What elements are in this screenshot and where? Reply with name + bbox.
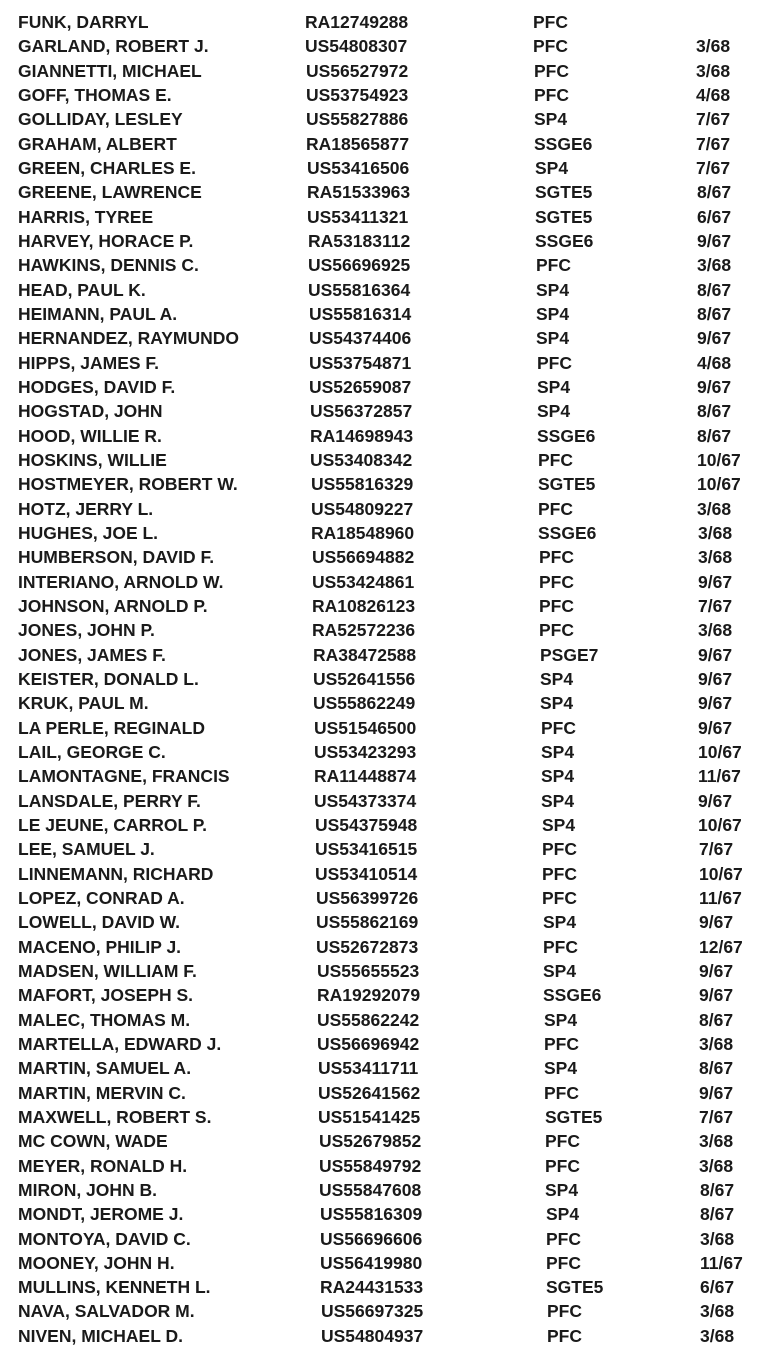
date: 3/68	[696, 36, 731, 57]
rank: SP4	[546, 1204, 580, 1225]
date: 3/68	[698, 547, 733, 568]
service-number: US54809227	[311, 498, 414, 519]
date: 12/67	[699, 936, 743, 957]
service-number: US55827886	[306, 109, 409, 130]
rank: PFC	[534, 84, 569, 105]
date: 9/67	[697, 376, 732, 397]
rank: PSGE7	[540, 644, 599, 665]
rank: SP4	[543, 912, 577, 933]
service-number: US54374406	[309, 328, 412, 349]
roster-row	[0, 107, 757, 131]
soldier-name: HEAD, PAUL K.	[18, 279, 146, 300]
soldier-name: HARVEY, HORACE P.	[18, 230, 194, 251]
soldier-name: MARTIN, SAMUEL A.	[18, 1058, 192, 1079]
service-number: RA18565877	[306, 133, 410, 154]
service-number: RA52572236	[312, 620, 416, 641]
service-number: US52641562	[318, 1082, 421, 1103]
date: 3/68	[698, 522, 733, 543]
rank: PFC	[533, 12, 568, 32]
rank: SP4	[542, 814, 576, 835]
date: 7/67	[696, 157, 731, 178]
soldier-name: MAXWELL, ROBERT S.	[18, 1106, 212, 1127]
rank: SGTE5	[538, 474, 596, 495]
roster-row	[0, 545, 757, 569]
soldier-name: HARRIS, TYREE	[18, 206, 154, 227]
soldier-name: MACENO, PHILIP J.	[18, 936, 182, 957]
service-number: RA12749288	[305, 12, 409, 32]
service-number: US54375948	[315, 814, 418, 835]
date: 8/67	[699, 1009, 734, 1030]
date: 9/67	[699, 912, 734, 933]
date: 10/67	[697, 449, 741, 470]
roster-row	[0, 59, 757, 83]
service-number: US55816309	[320, 1204, 423, 1225]
rank: PFC	[536, 255, 571, 276]
roster-row	[0, 399, 757, 423]
service-number: RA24431533	[320, 1277, 424, 1298]
soldier-name: KEISTER, DONALD L.	[18, 668, 199, 689]
soldier-name: GIANNETTI, MICHAEL	[18, 60, 202, 81]
service-number: RA51533963	[307, 182, 411, 203]
soldier-name: GREEN, CHARLES E.	[18, 157, 196, 178]
rank: SSGE6	[538, 522, 597, 543]
roster-row	[0, 837, 757, 861]
service-number: RA53183112	[308, 230, 411, 251]
service-number: US52641556	[313, 668, 416, 689]
rank: SP4	[540, 693, 574, 714]
rank: PFC	[544, 1033, 579, 1054]
roster-row	[0, 910, 757, 934]
soldier-name: FUNK, DARRYL	[18, 12, 149, 32]
service-number: US53411321	[307, 206, 409, 227]
service-number: US55862249	[313, 693, 416, 714]
soldier-name: GARLAND, ROBERT J.	[18, 36, 209, 57]
rank: SP4	[541, 766, 575, 787]
rank: SSGE6	[543, 985, 602, 1006]
rank: SSGE6	[535, 230, 594, 251]
roster-row	[0, 1178, 757, 1202]
soldier-name: HERNANDEZ, RAYMUNDO	[18, 328, 240, 349]
date: 7/67	[698, 595, 733, 616]
roster-row	[0, 1056, 757, 1080]
service-number: US53754923	[306, 84, 409, 105]
date: 9/67	[698, 790, 733, 811]
service-number: US56696925	[308, 255, 411, 276]
service-number: US55847608	[319, 1179, 422, 1200]
roster-row	[0, 34, 757, 58]
date: 9/67	[697, 230, 732, 251]
roster-row	[0, 983, 757, 1007]
rank: SP4	[545, 1179, 579, 1200]
date: 11/67	[698, 766, 741, 787]
roster-row	[0, 813, 757, 837]
date: 3/68	[697, 255, 732, 276]
roster-row	[0, 156, 757, 180]
soldier-name: LAIL, GEORGE C.	[18, 741, 166, 762]
rank: PFC	[539, 547, 574, 568]
date: 9/67	[698, 717, 733, 738]
roster-row	[0, 132, 757, 156]
date: 3/68	[699, 1033, 734, 1054]
service-number: US54373374	[314, 790, 417, 811]
date: 9/67	[699, 960, 734, 981]
rank: SP4	[541, 790, 575, 811]
roster-row	[0, 1081, 757, 1105]
service-number: US55849792	[319, 1155, 422, 1176]
service-number: RA38472588	[313, 644, 417, 665]
rank: SGTE5	[535, 206, 593, 227]
service-number: US55816314	[309, 303, 412, 324]
roster-row	[0, 643, 757, 667]
soldier-name: MULLINS, KENNETH L.	[18, 1277, 211, 1298]
service-number: US53416506	[307, 157, 410, 178]
date: 8/67	[699, 1058, 734, 1079]
service-number: US53411711	[318, 1058, 419, 1079]
date: 8/67	[697, 425, 732, 446]
soldier-name: LAMONTAGNE, FRANCIS	[18, 766, 230, 787]
rank: PFC	[541, 717, 576, 738]
roster-row	[0, 1227, 757, 1251]
date: 8/67	[700, 1179, 735, 1200]
soldier-name: KRUK, PAUL M.	[18, 693, 149, 714]
date: 9/67	[698, 571, 733, 592]
soldier-name: MONDT, JEROME J.	[18, 1204, 184, 1225]
date: 6/67	[700, 1277, 735, 1298]
soldier-name: HOOD, WILLIE R.	[18, 425, 162, 446]
soldier-name: MOONEY, JOHN H.	[18, 1252, 175, 1273]
rank: SP4	[535, 157, 569, 178]
date: 9/67	[697, 328, 732, 349]
roster-row	[0, 1275, 757, 1299]
rank: SGTE5	[546, 1277, 604, 1298]
soldier-name: MEYER, RONALD H.	[18, 1155, 188, 1176]
roster-row	[0, 1129, 757, 1153]
date: 9/67	[699, 1082, 734, 1103]
service-number: US53416515	[315, 839, 418, 860]
roster-row	[0, 1154, 757, 1178]
date: 3/68	[700, 1325, 735, 1346]
soldier-name: JONES, JOHN P.	[18, 620, 155, 641]
soldier-name: JONES, JAMES F.	[18, 644, 166, 665]
service-number: US53408342	[310, 449, 413, 470]
soldier-name: HOTZ, JERRY L.	[18, 498, 154, 519]
rank: SGTE5	[535, 182, 593, 203]
rank: SP4	[543, 960, 577, 981]
service-number: US53424861	[312, 571, 415, 592]
soldier-name: HUMBERSON, DAVID F.	[18, 547, 215, 568]
roster-row	[0, 886, 757, 910]
roster-row	[0, 789, 757, 813]
date: 7/67	[699, 839, 734, 860]
roster-row	[0, 1251, 757, 1275]
rank: PFC	[542, 863, 577, 884]
soldier-name: HOGSTAD, JOHN	[18, 401, 163, 422]
soldier-name: GREENE, LAWRENCE	[18, 182, 202, 203]
date: 3/68	[700, 1228, 735, 1249]
soldier-name: JOHNSON, ARNOLD P.	[18, 595, 208, 616]
soldier-name: MARTELLA, EDWARD J.	[18, 1033, 222, 1054]
roster-row	[0, 594, 757, 618]
soldier-name: NAVA, SALVADOR M.	[18, 1301, 195, 1322]
date: 6/67	[697, 206, 732, 227]
date: 10/67	[697, 474, 741, 495]
service-number: US52659087	[309, 376, 412, 397]
roster-row	[0, 180, 757, 204]
rank: SP4	[536, 303, 570, 324]
roster-row	[0, 1032, 757, 1056]
service-number: RA10826123	[312, 595, 416, 616]
rank: PFC	[545, 1155, 580, 1176]
roster-row	[0, 1202, 757, 1226]
soldier-name: MC COWN, WADE	[18, 1131, 168, 1152]
roster-row	[0, 497, 757, 521]
rank: SSGE6	[537, 425, 596, 446]
soldier-name: MADSEN, WILLIAM F.	[18, 960, 197, 981]
roster-row	[0, 618, 757, 642]
roster-row	[0, 424, 757, 448]
roster-row	[0, 448, 757, 472]
soldier-name: INTERIANO, ARNOLD W.	[18, 571, 224, 592]
date: 4/68	[696, 84, 731, 105]
roster-row	[0, 1299, 757, 1323]
roster-row	[0, 521, 757, 545]
soldier-name: GRAHAM, ALBERT	[18, 133, 177, 154]
soldier-name: MIRON, JOHN B.	[18, 1179, 158, 1200]
rank: PFC	[547, 1301, 582, 1322]
roster-row	[0, 740, 757, 764]
rank: SP4	[534, 109, 568, 130]
rank: SP4	[536, 279, 570, 300]
roster-row	[0, 302, 757, 326]
soldier-name: LE JEUNE, CARROL P.	[18, 814, 207, 835]
roster-row	[0, 229, 757, 253]
date: 11/67	[700, 1252, 743, 1273]
roster-row	[0, 1008, 757, 1032]
rank: PFC	[539, 571, 574, 592]
rank: PFC	[542, 887, 577, 908]
roster-row	[0, 1324, 757, 1348]
service-number: US56372857	[310, 401, 413, 422]
service-number: US51546500	[314, 717, 417, 738]
soldier-name: HOSTMEYER, ROBERT W.	[18, 474, 238, 495]
soldier-name: GOFF, THOMAS E.	[18, 84, 172, 105]
date: 9/67	[698, 644, 733, 665]
date: 3/68	[697, 498, 732, 519]
date: 7/67	[696, 133, 731, 154]
rank: SP4	[544, 1058, 578, 1079]
rank: PFC	[546, 1228, 581, 1249]
service-number: US53423293	[314, 741, 417, 762]
service-number: US56419980	[320, 1252, 423, 1273]
service-number: US56527972	[306, 60, 409, 81]
date: 7/67	[699, 1106, 734, 1127]
soldier-name: HAWKINS, DENNIS C.	[18, 255, 199, 276]
soldier-name: HEIMANN, PAUL A.	[18, 303, 178, 324]
service-number: US56399726	[316, 887, 419, 908]
service-number: RA11448874	[314, 766, 417, 787]
date: 8/67	[697, 303, 732, 324]
rank: PFC	[543, 936, 578, 957]
date: 4/68	[697, 352, 732, 373]
date: 3/68	[699, 1131, 734, 1152]
roster-row	[0, 959, 757, 983]
service-number: US55862242	[317, 1009, 420, 1030]
rank: PFC	[546, 1252, 581, 1273]
date: 9/67	[698, 668, 733, 689]
date: 3/68	[700, 1301, 735, 1322]
soldier-name: MARTIN, MERVIN C.	[18, 1082, 186, 1103]
rank: PFC	[539, 595, 574, 616]
date: 10/67	[698, 814, 742, 835]
soldier-name: LOWELL, DAVID W.	[18, 912, 181, 933]
date: 11/67	[699, 887, 742, 908]
rank: PFC	[539, 620, 574, 641]
service-number: US52679852	[319, 1131, 422, 1152]
roster-row	[0, 253, 757, 277]
roster-row	[0, 716, 757, 740]
roster-row	[0, 764, 757, 788]
rank: SP4	[537, 376, 571, 397]
date: 7/67	[696, 109, 731, 130]
rank: PFC	[537, 352, 572, 373]
soldier-name: HIPPS, JAMES F.	[18, 352, 160, 373]
roster-row	[0, 278, 757, 302]
date: 8/67	[700, 1204, 735, 1225]
service-number: US56696942	[317, 1033, 420, 1054]
date: 9/67	[698, 693, 733, 714]
service-number: US53410514	[315, 863, 418, 884]
date: 9/67	[699, 985, 734, 1006]
rank: PFC	[547, 1325, 582, 1346]
date: 8/67	[697, 182, 732, 203]
rank: SSGE6	[534, 133, 593, 154]
roster-row	[0, 1105, 757, 1129]
roster-row	[0, 375, 757, 399]
service-number: US55862169	[316, 912, 419, 933]
roster-row	[0, 570, 757, 594]
service-number: US55816329	[311, 474, 414, 495]
service-number: US55655523	[317, 960, 420, 981]
roster-row	[0, 10, 757, 34]
service-number: US54808307	[305, 36, 408, 57]
service-number: US56694882	[312, 547, 415, 568]
service-number: US56697325	[321, 1301, 424, 1322]
service-number: US53754871	[309, 352, 412, 373]
rank: PFC	[533, 36, 568, 57]
service-number: US55816364	[308, 279, 411, 300]
soldier-name: LINNEMANN, RICHARD	[18, 863, 214, 884]
roster-row	[0, 326, 757, 350]
rank: SP4	[536, 328, 570, 349]
rank: PFC	[534, 60, 569, 81]
soldier-name: LANSDALE, PERRY F.	[18, 790, 201, 811]
roster-row	[0, 691, 757, 715]
rank: PFC	[542, 839, 577, 860]
soldier-name: LEE, SAMUEL J.	[18, 839, 155, 860]
roster-row	[0, 667, 757, 691]
soldier-name: HOSKINS, WILLIE	[18, 449, 167, 470]
date: 3/68	[698, 620, 733, 641]
rank: SGTE5	[545, 1106, 603, 1127]
date: 10/67	[698, 741, 742, 762]
date: 3/68	[699, 1155, 734, 1176]
service-number: US52672873	[316, 936, 419, 957]
soldier-name: MAFORT, JOSEPH S.	[18, 985, 194, 1006]
service-number: RA18548960	[311, 522, 415, 543]
roster-row	[0, 472, 757, 496]
service-number: RA19292079	[317, 985, 421, 1006]
soldier-name: GOLLIDAY, LESLEY	[18, 109, 183, 130]
soldier-name: NIVEN, MICHAEL D.	[18, 1325, 183, 1346]
rank: SP4	[541, 741, 575, 762]
soldier-name: HUGHES, JOE L.	[18, 522, 159, 543]
soldier-name: MALEC, THOMAS M.	[18, 1009, 191, 1030]
rank: PFC	[544, 1082, 579, 1103]
date: 3/68	[696, 60, 731, 81]
roster-row	[0, 83, 757, 107]
service-number: US54804937	[321, 1325, 424, 1346]
roster-row	[0, 862, 757, 886]
date: 8/67	[697, 401, 732, 422]
service-number: US56696606	[320, 1228, 423, 1249]
roster-row	[0, 935, 757, 959]
rank: PFC	[538, 449, 573, 470]
rank: SP4	[540, 668, 574, 689]
soldier-name: HODGES, DAVID F.	[18, 376, 176, 397]
date: 8/67	[697, 279, 732, 300]
rank: PFC	[538, 498, 573, 519]
service-number: US51541425	[318, 1106, 421, 1127]
rank: PFC	[545, 1131, 580, 1152]
soldier-name: LOPEZ, CONRAD A.	[18, 887, 185, 908]
service-number: RA14698943	[310, 425, 414, 446]
rank: SP4	[537, 401, 571, 422]
soldier-name: MONTOYA, DAVID C.	[18, 1228, 191, 1249]
soldier-name: LA PERLE, REGINALD	[18, 717, 205, 738]
roster-row	[0, 351, 757, 375]
rank: SP4	[544, 1009, 578, 1030]
date: 10/67	[699, 863, 743, 884]
roster-row	[0, 205, 757, 229]
